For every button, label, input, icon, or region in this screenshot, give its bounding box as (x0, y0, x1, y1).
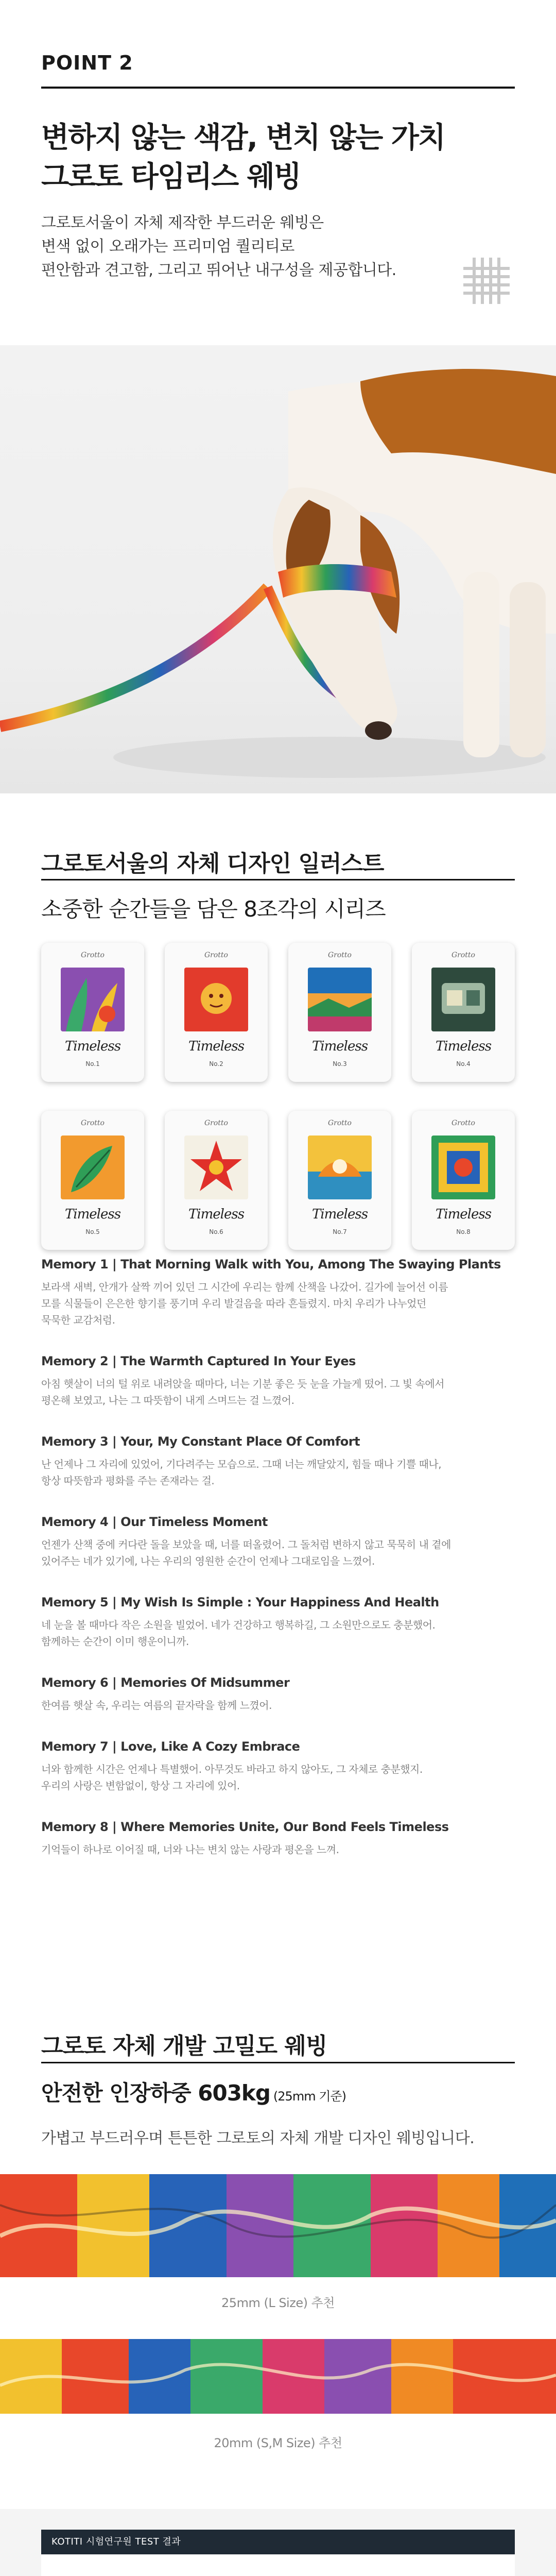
memory-line: 네 눈을 볼 때마다 작은 소원을 빌었어. 네가 건강하고 행복하길, 그 소원만으로도 충분했어. (41, 1619, 436, 1631)
landscape-illustration-art (308, 968, 372, 1031)
illustration-divider (41, 879, 515, 880)
memory-item (41, 1675, 515, 1714)
memory-list (41, 1257, 515, 1884)
webbing-load-note: (25mm 기준) (273, 2089, 346, 2104)
dog-illustration (0, 345, 556, 793)
memory-item (41, 1354, 515, 1409)
memory-line: 아침 햇살이 너의 털 위로 내려앉을 때마다, 너는 기분 좋은 듯 눈을 가늘게 떴어. 그 빛 속에서 (41, 1378, 444, 1390)
memory-line: 한여름 햇살 속, 우리는 여름의 끝자락을 함께 느꼈어. (41, 1699, 272, 1711)
memory-line: 언젠가 산책 중에 커다란 돌을 보았을 때, 너를 떠올렸어. 그 돌처럼 변하지 않고 묵묵히 내 곁에 (41, 1538, 451, 1551)
leaves-illustration-art (61, 1136, 125, 1199)
card-name: Timeless (435, 1207, 492, 1222)
webbing-load-text: 안전한 인장하중 603kg (41, 2080, 270, 2106)
memory-item (41, 1434, 515, 1489)
dog-with-leash-photo (0, 345, 556, 793)
memory-title: Memory 6 | Memories Of Midsummer (41, 1675, 290, 1690)
webbing-caption-25mm: 25mm (L Size) 추천 (221, 2296, 335, 2310)
card-number: No.3 (333, 1060, 347, 1067)
memory-text (41, 1617, 515, 1650)
card-name: Timeless (311, 1207, 368, 1222)
illustration-card[interactable] (412, 1111, 515, 1250)
memory-title: Memory 4 | Our Timeless Moment (41, 1515, 268, 1529)
memory-title: Memory 8 | Where Memories Unite, Our Bond Feels Timeless (41, 1820, 449, 1834)
point-divider (41, 87, 515, 89)
webbing-subtitle (41, 2076, 346, 2107)
point-label: POINT 2 (41, 52, 133, 74)
card-number: No.7 (333, 1228, 347, 1235)
webbing-strap-25mm (0, 2174, 556, 2277)
memory-line: 우리의 사랑은 변함없이, 항상 그 자리에 있어. (41, 1780, 240, 1792)
memory-item (41, 1739, 515, 1794)
memory-title: Memory 1 | That Morning Walk with You, Among The Swaying Plants (41, 1257, 501, 1272)
illustration-card[interactable] (288, 943, 391, 1082)
headline-line: 변하지 않는 색감, 변치 않는 가치 (41, 121, 445, 155)
illustration-card[interactable] (412, 943, 515, 1082)
plants-illustration-art (61, 968, 125, 1031)
memory-text (41, 1697, 515, 1714)
memory-item (41, 1595, 515, 1650)
card-brand: Grotto (204, 1119, 228, 1127)
webbing-caption-20mm: 20mm (S,M Size) 추천 (214, 2436, 342, 2450)
card-number: No.1 (85, 1060, 100, 1067)
memory-line: 기억들이 하나로 이어질 때, 너와 나는 변치 않는 사랑과 평온을 느껴. (41, 1843, 339, 1856)
card-name: Timeless (188, 1207, 245, 1222)
memory-item (41, 1820, 515, 1858)
memory-line: 있어주는 네가 있기에, 나는 우리의 영원한 순간이 언제나 그대로임을 느꼈어. (41, 1555, 375, 1567)
illustration-section-title: 그로토서울의 자체 디자인 일러스트 (41, 851, 384, 877)
card-brand: Grotto (328, 951, 352, 959)
bond-illustration-art (431, 1136, 495, 1199)
illustration-section-subtitle: 소중한 순간들을 담은 8조각의 시리즈 (41, 896, 386, 922)
memory-line: 모를 식물들이 은은한 향기를 풍기며 우리 발걸음을 따라 흔들렸지. 마치 우리가 나누었던 (41, 1297, 426, 1310)
intro-line: 변색 없이 오래가는 프리미엄 퀄리티로 (41, 238, 294, 256)
memory-title: Memory 2 | The Warmth Captured In Your Eyes (41, 1354, 356, 1368)
memory-text (41, 1456, 515, 1489)
illustration-card-grid (41, 943, 515, 1250)
embrace-illustration-art (308, 1136, 372, 1199)
memory-text (41, 1376, 515, 1409)
memory-text (41, 1761, 515, 1794)
intro-line: 그로토서울이 자체 제작한 부드러운 웨빙은 (41, 214, 324, 232)
intro-line: 편안함과 견고함, 그리고 뛰어난 내구성을 제공합니다. (41, 261, 396, 279)
card-number: No.5 (85, 1228, 100, 1235)
card-brand: Grotto (328, 1119, 352, 1127)
memory-item (41, 1515, 515, 1569)
card-brand: Grotto (204, 951, 228, 959)
illustration-card[interactable] (41, 943, 144, 1082)
webbing-strap-20mm (0, 2339, 556, 2414)
card-number: No.4 (456, 1060, 471, 1067)
midsummer-star-illustration-art (184, 1136, 248, 1199)
intro-text (41, 211, 396, 282)
memory-line: 난 언제나 그 자리에 있었어, 기다려주는 모습으로. 그때 너는 깨달았지, 힘들 때나 기쁠 때나, (41, 1458, 442, 1470)
illustration-card[interactable] (288, 1111, 391, 1250)
illustration-card[interactable] (165, 943, 268, 1082)
headline-line: 그로토 타임리스 웨빙 (41, 160, 301, 194)
webbing-section-title: 그로토 자체 개발 고밀도 웨빙 (41, 2033, 327, 2059)
memory-text (41, 1536, 515, 1569)
card-number: No.6 (209, 1228, 223, 1235)
webbing-divider (41, 2062, 515, 2063)
card-name: Timeless (64, 1207, 121, 1222)
card-name: Timeless (435, 1039, 492, 1054)
card-brand: Grotto (451, 1119, 475, 1127)
memory-title: Memory 5 | My Wish Is Simple : Your Happiness And Health (41, 1595, 439, 1609)
illustration-card[interactable] (165, 1111, 268, 1250)
memory-line: 항상 따뜻함과 평화를 주는 존재라는 걸. (41, 1475, 215, 1487)
card-number: No.2 (209, 1060, 223, 1067)
card-brand: Grotto (451, 951, 475, 959)
comfort-place-illustration-art (431, 968, 495, 1031)
card-name: Timeless (311, 1039, 368, 1054)
card-brand: Grotto (81, 1119, 105, 1127)
memory-title: Memory 3 | Your, My Constant Place Of Comfort (41, 1434, 360, 1449)
memory-title: Memory 7 | Love, Like A Cozy Embrace (41, 1739, 300, 1754)
card-name: Timeless (64, 1039, 121, 1054)
card-brand: Grotto (81, 951, 105, 959)
card-name: Timeless (188, 1039, 245, 1054)
memory-text (41, 1841, 515, 1858)
memory-line: 너와 함께한 시간은 언제나 특별했어. 아무것도 바라고 하지 않아도, 그 자체로 충분했지. (41, 1763, 423, 1775)
memory-line: 함께하는 순간이 이미 행운이니까. (41, 1635, 189, 1648)
test-result-header: KOTITI 시험연구원 TEST 결과 (41, 2530, 515, 2554)
hash-pattern-icon (463, 258, 510, 304)
webbing-description: 가볍고 부드러우며 튼튼한 그로토의 자체 개발 디자인 웨빙입니다. (41, 2129, 475, 2147)
sun-illustration-art (184, 968, 248, 1031)
memory-line: 묵묵한 교감처럼. (41, 1314, 115, 1326)
memory-item (41, 1257, 515, 1328)
memory-text (41, 1279, 515, 1328)
memory-line: 보라색 새벽, 안개가 살짝 끼어 있던 그 시간에 우리는 함께 산책을 나갔어. 길가에 늘어선 이름 (41, 1281, 448, 1293)
card-number: No.8 (456, 1228, 471, 1235)
headline (41, 118, 445, 197)
illustration-card[interactable] (41, 1111, 144, 1250)
memory-line: 평온해 보였고, 나는 그 따뜻함이 내게 스며드는 걸 느꼈어. (41, 1394, 294, 1406)
test-result-panel (41, 2530, 515, 2576)
